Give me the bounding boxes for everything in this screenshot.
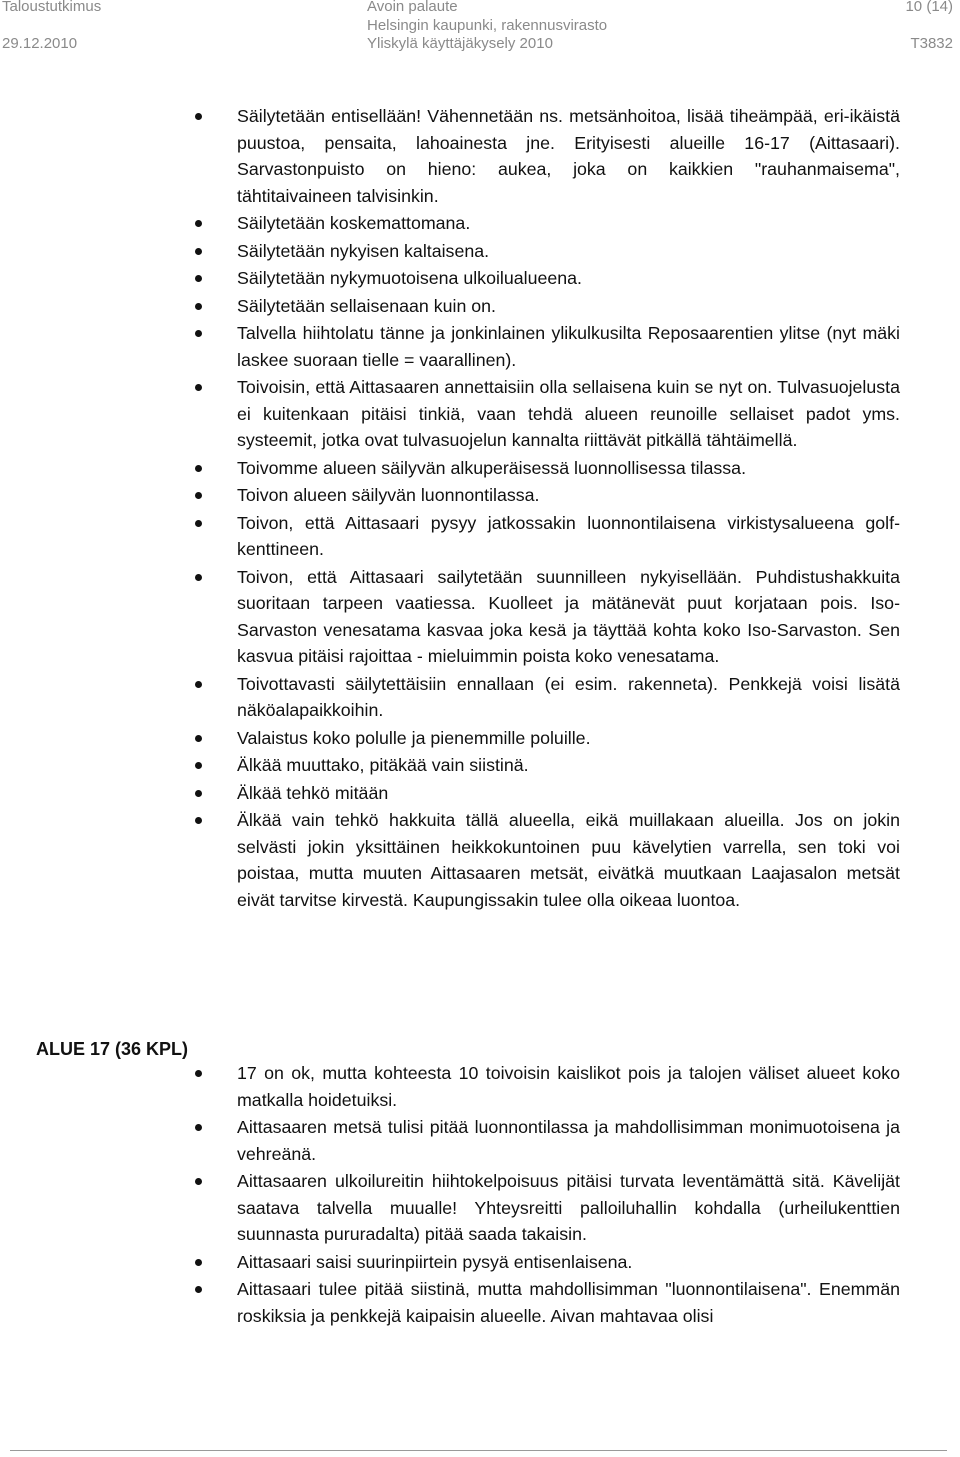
response-list: [237, 103, 900, 914]
bullet-icon: [195, 790, 202, 797]
footer-divider: [10, 1450, 947, 1451]
list-item: Älkää muuttako, pitäkää vain siistinä.: [237, 752, 900, 779]
list-item: Toivon, että Aittasaari pysyy jatkossakin luonnontilaisena virkistysalueena golf-kenttineen.: [237, 510, 900, 563]
bullet-icon: [195, 465, 202, 472]
bullet-icon: [195, 1070, 202, 1077]
list-item: Toivon alueen säilyvän luonnontilassa.: [237, 482, 900, 509]
list-item: Toivon, että Aittasaari sailytetään suunnilleen nykyisellään. Puhdistushakkuita suoritaan tarpeen vaatiessa. Kuolleet ja mätänevät puut korjataan pois. Iso-Sarvaston venesatama kasvaa joka kesä ja täyttää kohta koko Iso-Sarvaston. Sen kasvua pitäisi rajoittaa - mieluimmin poista koko venesatama.: [237, 564, 900, 670]
list-item: Aittasaari saisi suurinpiirtein pysyä entisenlaisena.: [237, 1249, 900, 1276]
list-item: Toivoisin, että Aittasaaren annettaisiin olla sellaisena kuin se nyt on. Tulvasuojelusta ei kuitenkaan pitäisi tinkiä, vaan tehdä alueen reunoille sellaiset padot yms. systeemit, jotka ovat tulvasuojelun kannalta riittävät pitkällä tähtäimellä.: [237, 374, 900, 454]
document-title: Avoin palaute: [367, 0, 458, 15]
page-number: 10 (14): [905, 0, 953, 15]
list-item: Älkää tehkö mitään: [237, 780, 900, 807]
organization-name: Helsingin kaupunki, rakennusvirasto: [367, 17, 608, 34]
list-item: Talvella hiihtolatu tänne ja jonkinlainen ylikulkusilta Reposaarentien ylitse (nyt mäki laskee suoraan tielle = vaarallinen).: [237, 320, 900, 373]
bullet-icon: [195, 248, 202, 255]
list-item: Toivomme alueen säilyvän alkuperäisessä luonnollisessa tilassa.: [237, 455, 900, 482]
list-item: Toivottavasti säilytettäisiin ennallaan (ei esim. rakenneta). Penkkejä voisi lisätä näköalapaikkoihin.: [237, 671, 900, 724]
list-item: Aittasaaren metsä tulisi pitää luonnontilassa ja mahdollisimman monimuotoisena ja vehreänä.: [237, 1114, 900, 1167]
bullet-icon: [195, 1124, 202, 1131]
bullet-icon: [195, 1259, 202, 1266]
bullet-icon: [195, 817, 202, 824]
bullet-icon: [195, 762, 202, 769]
bullet-icon: [195, 520, 202, 527]
report-type: Taloustutkimus: [2, 0, 102, 15]
report-date: 29.12.2010: [2, 35, 78, 52]
response-list: [237, 1060, 900, 1330]
list-item: Valaistus koko polulle ja pienemmille poluille.: [237, 725, 900, 752]
project-code: T3832: [910, 35, 953, 52]
bullet-icon: [195, 303, 202, 310]
bullet-icon: [195, 113, 202, 120]
bullet-icon: [195, 384, 202, 391]
list-item: Aittasaari tulee pitää siistinä, mutta mahdollisimman "luonnontilaisena". Enemmän roskiksia ja penkkejä kaipaisin alueelle. Aivan mahtavaa olisi: [237, 1276, 900, 1329]
bullet-icon: [195, 681, 202, 688]
bullet-icon: [195, 735, 202, 742]
bullet-icon: [195, 492, 202, 499]
list-item: Säilytetään koskemattomana.: [237, 210, 900, 237]
bullet-icon: [195, 330, 202, 337]
list-item: 17 on ok, mutta kohteesta 10 toivoisin kaislikot pois ja talojen väliset alueet koko matkalla hoidetuiksi.: [237, 1060, 900, 1113]
bullet-icon: [195, 275, 202, 282]
bullet-icon: [195, 1286, 202, 1293]
bullet-icon: [195, 574, 202, 581]
list-item: Aittasaaren ulkoilureitin hiihtokelpoisuus pitäisi turvata leventämättä sitä. Kävelijät saatava talvella muualle! Yhteysreitti palloiluhallin kohdalla (urheilukenttien suunnasta pururadalta) pitää saada takaisin.: [237, 1168, 900, 1248]
bullet-icon: [195, 220, 202, 227]
list-item: Säilytetään entisellään! Vähennetään ns. metsänhoitoa, lisää tiheämpää, eri-ikäistä puustoa, pensaita, lahoainesta jne. Erityisesti alueille 16-17 (Aittasaari). Sarvastonpuisto on hieno: aukea, joka on kaikkien "rauhanmaisema", tähtitaivaineen talvisinkin.: [237, 103, 900, 209]
list-item: Säilytetään sellaisenaan kuin on.: [237, 293, 900, 320]
list-item: Älkää vain tehkö hakkuita tällä alueella, eikä muillakaan alueilla. Jos on jokin selvästi jokin yksittäinen heikkokuntoinen puu kävelytien varrella, sen toki voi poistaa, mutta muuten Aittasaaren metsät, eivätkä muutkaan Laajasalon metsät eivät tarvitse kirvestä. Kaupungissakin tulee olla oikeaa luontoa.: [237, 807, 900, 913]
bullet-icon: [195, 1178, 202, 1185]
list-item: Säilytetään nykymuotoisena ulkoilualueena.: [237, 265, 900, 292]
survey-name: Yliskylä käyttäjäkysely 2010: [367, 35, 553, 52]
list-item: Säilytetään nykyisen kaltaisena.: [237, 238, 900, 265]
section-heading: ALUE 17 (36 KPL): [36, 1039, 189, 1059]
